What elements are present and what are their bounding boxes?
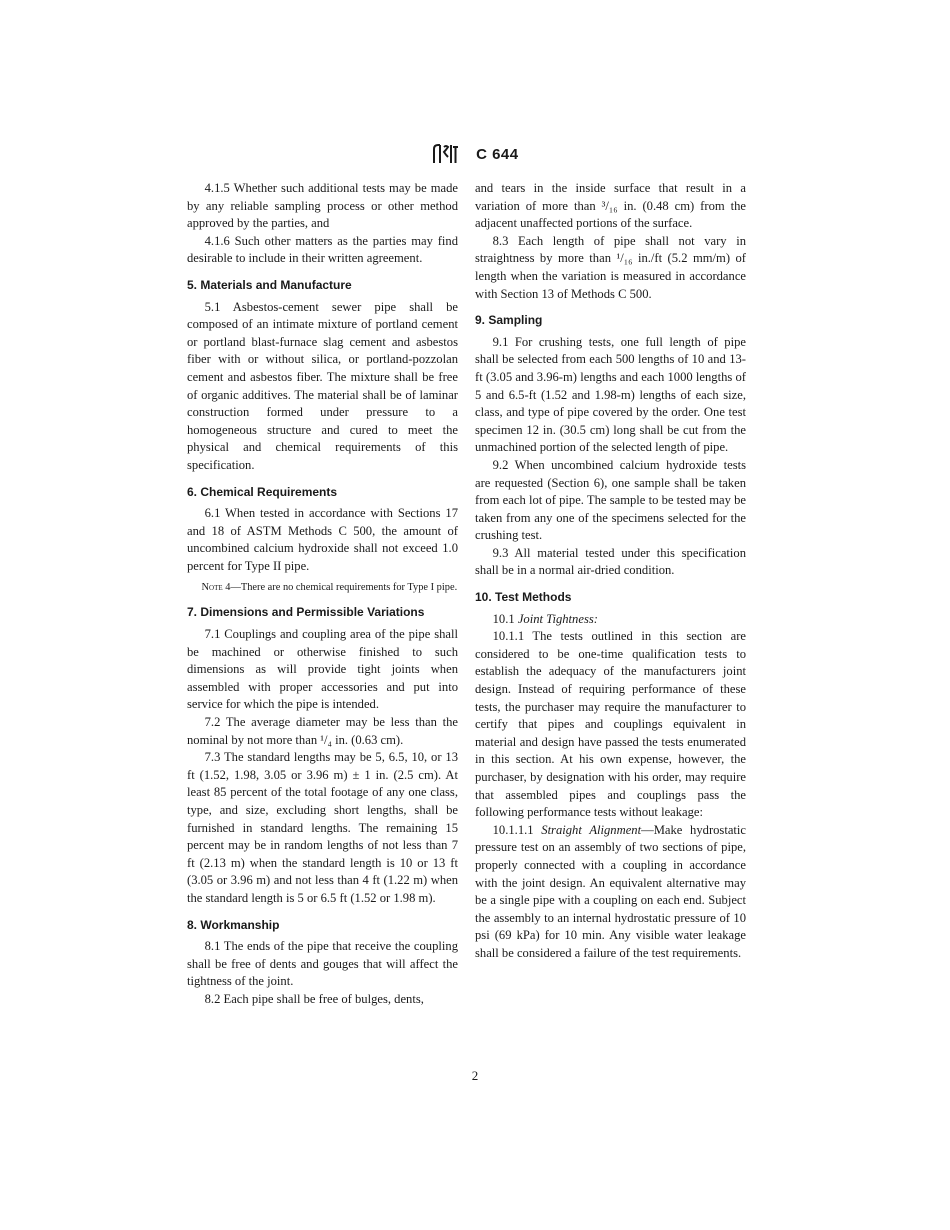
section-heading-5: 5. Materials and Manufacture	[187, 277, 352, 292]
note-4	[187, 581, 458, 595]
page-number: 2	[471, 1068, 479, 1083]
paragraph-7-1: 7.1 Couplings and coupling area of the pipe shall be machined or otherwise finished to such dimensions as will provide tight joints when assembled with proper accessories and put into service for which the pipe is intended.	[187, 627, 458, 712]
paragraph-5-1: 5.1 Asbestos-cement sewer pipe shall be composed of an intimate mixture of portland cement or portland blast-furnace slag cement and asbestos fiber with or without silica, or portland-pozzolan cement and asbestos fiber. The mixture shall be free of organic additives. The material shall be of laminar construction formed under pressure to a homogeneous structure and cured to meet the physical and chemical requirements of this specification.	[187, 299, 458, 472]
paragraph-10-1-1-1-number: 10.1.1.1	[492, 822, 534, 837]
paragraph-10-1-1: 10.1.1 The tests outlined in this section are considered to be one-time qualification tests to establish the adequacy of the manufacturers joint design. Instead of requiring performance of these tests, the purchaser may require the manufacturer to certify that pipes and couplings equivalent in material and design have passed the tests enumerated in this section. At his own expense, however, the purchaser, by designation with his order, may require that assembled pipes and couplings pass the following performance tests without leakage:	[475, 629, 746, 820]
paragraph-8-1: 8.1 The ends of the pipe that receive the coupling shall be free of dents and gouges that will affect the tightness of the joint.	[187, 939, 458, 989]
section-heading-9: 9. Sampling	[475, 313, 543, 328]
paragraph-7-3: 7.3 The standard lengths may be 5, 6.5, 10, or 13 ft (1.52, 1.98, 3.05 or 3.96 m) ± 1 in. (2.5 cm). At least 85 percent of the total footage of any one class, type, and size, excluding short lengths, shall be furnished in standard lengths. The remaining 15 percent may be in random lengths of not less than 7 ft (2.13 m) when the standard length is 10 or 13 ft (3.05 or 3.96 m) and not less than 4 ft (1.22 m) when the standard length is 5 or 6.5 ft (1.52 or 1.98 m).	[187, 750, 458, 905]
paragraph-4-1-6: 4.1.6 Such other matters as the parties may find desirable to include in their written agreement.	[187, 233, 458, 266]
paragraph-9-1: 9.1 For crushing tests, one full length of pipe shall be selected from each 500 lengths of 10 and 13-ft (3.05 and 3.96-m) lengths and each 1000 lengths of 5 and 6.5-ft (1.52 and 1.98-m) lengths of each size, class, and type of pipe covered by the order. One test specimen 12 in. (30.5 cm) long shall be cut from the unmachined portion of the selected length of pipe.	[475, 334, 746, 455]
paragraph-10-1-number: 10.1	[492, 611, 515, 626]
section-heading-10: 10. Test Methods	[475, 590, 572, 605]
paragraph-8-2-continued: and tears in the inside surface that result in a variation of more than ³/₁₆ in. (0.48 cm) from the adjacent unaffected portions of the surface.	[475, 181, 746, 231]
note-4-label: Note 4	[201, 582, 231, 594]
left-column	[187, 180, 458, 1009]
section-heading-8: 8. Workmanship	[187, 917, 280, 932]
paragraph-8-3: 8.3 Each length of pipe shall not vary in straightness by more than ¹/₁₆ in./ft (5.2 mm/m) of length when the variation is measured in accordance with Section 13 of Methods C 500.	[475, 233, 746, 301]
paragraph-10-1-1-1	[475, 822, 746, 963]
section-heading-6: 6. Chemical Requirements	[187, 484, 338, 499]
note-4-text: —There are no chemical requirements for Type I pipe.	[230, 582, 458, 594]
paragraph-6-1: 6.1 When tested in accordance with Sections 17 and 18 of ASTM Methods C 500, the amount of uncombined calcium hydroxide shall not exceed 1.0 percent for Type II pipe.	[187, 506, 458, 573]
page-header	[0, 143, 950, 165]
paragraph-7-2: 7.2 The average diameter may be less than the nominal by not more than ¹/₄ in. (0.63 cm).	[187, 715, 458, 747]
paragraph-10-1-1-1-title: Straight Alignment	[541, 822, 642, 837]
right-column	[475, 180, 746, 963]
section-heading-7: 7. Dimensions and Permissible Variations	[187, 605, 425, 620]
paragraph-10-1-1-1-text: —Make hydrostatic pressure test on an assembly of two sections of pipe, properly connected with a coupling in accordance with the joint design. An equivalent alternative may be a single pipe with a coupling on each end. Subject the assembly to an internal hydrostatic pressure of 10 psi (69 kPa) for 10 min. Any visible water leakage shall be considered a failure of the test requirements.	[475, 822, 747, 960]
paragraph-8-2: 8.2 Each pipe shall be free of bulges, dents,	[204, 991, 424, 1006]
paragraph-10-1-title: Joint Tightness:	[517, 611, 598, 626]
document-code: C 644	[476, 145, 519, 163]
paragraph-4-1-5: 4.1.5 Whether such additional tests may be made by any reliable sampling process or other method approved by the parties, and	[187, 181, 458, 231]
paragraph-9-2: 9.2 When uncombined calcium hydroxide tests are requested (Section 6), one sample shall be taken from each lot of pipe. The sample to be tested may be taken from any one of the specimens selected for the crushing test.	[475, 457, 746, 543]
paragraph-9-3: 9.3 All material tested under this specification shall be in a normal air-dried condition.	[475, 545, 746, 578]
astm-logo-icon	[431, 143, 461, 165]
paragraph-10-1	[475, 611, 746, 629]
